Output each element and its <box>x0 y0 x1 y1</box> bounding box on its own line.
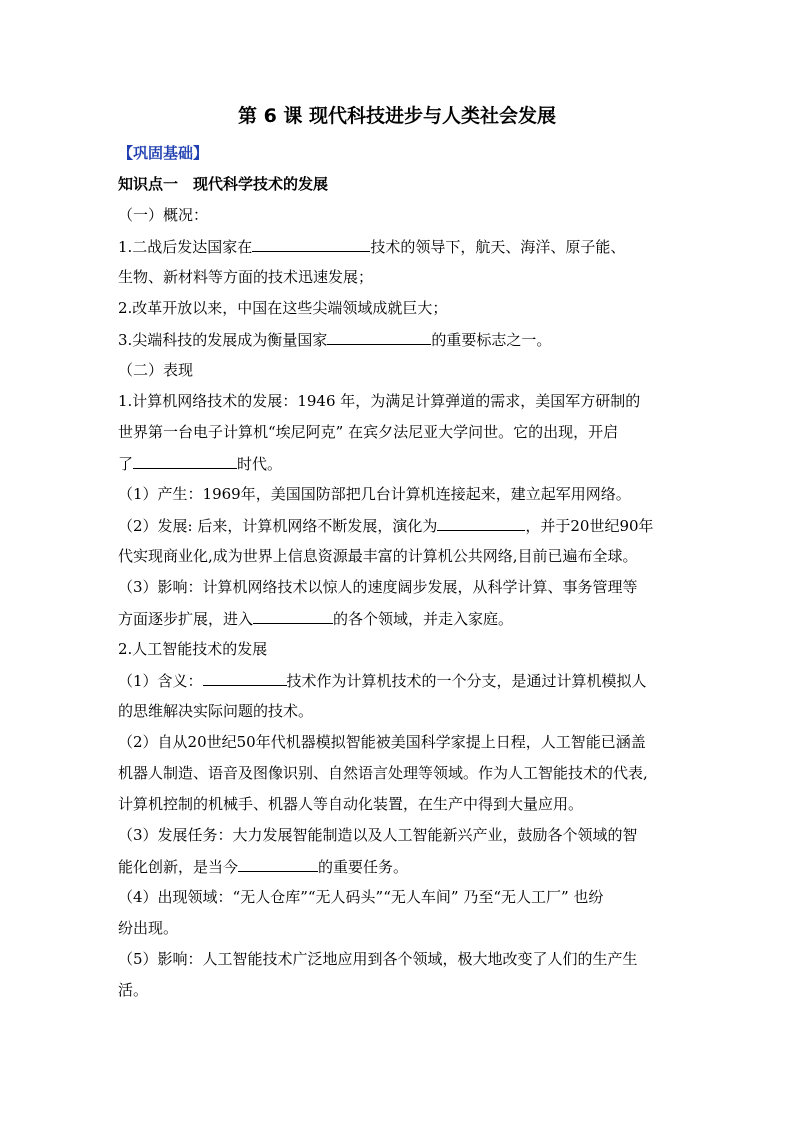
subsection-performance: （二）表现 <box>118 361 194 379</box>
paragraph-11: （3）发展任务：大力发展智能制造以及人工智能新兴产业，鼓励各个领域的智 <box>118 826 638 844</box>
paragraph-3: 3.尖端科技的发展成为衡量国家 的重要标志之一。 <box>118 328 678 359</box>
page-title: 第 6 课 现代科技进步与人类社会发展 <box>237 105 557 127</box>
document-body <box>118 142 678 1010</box>
paragraph-10-cont: 机器人制造、语音及图像识别、自然语言处理等领域。作为人工智能技术的代表, <box>118 764 648 782</box>
fill-blank[interactable] <box>327 328 431 345</box>
paragraph-11-cont: 能化创新，是当今 的重要任务。 <box>118 855 678 886</box>
fill-blank[interactable] <box>133 452 237 469</box>
paragraph-13: （5）影响：人工智能技术广泛地应用到各个领域，极大地改变了人们的生产生 <box>118 950 638 968</box>
paragraph-4: 1.计算机网络技术的发展：1946 年，为满足计算弹道的需求，美国军方研制的 <box>118 392 641 410</box>
paragraph-9-cont: 的思维解决实际问题的技术。 <box>118 702 314 720</box>
fill-blank[interactable] <box>252 235 370 252</box>
paragraph-10: （2）自从20世纪50年代机器模拟智能被美国科学家提上日程，人工智能已涵盖 <box>118 733 646 751</box>
paragraph-6-cont: 代实现商业化,成为世界上信息资源最丰富的计算机公共网络,目前已遍布全球。 <box>118 547 638 565</box>
paragraph-5: （1）产生：1969年，美国国防部把几台计算机连接起来，建立起军用网络。 <box>118 485 631 503</box>
paragraph-10-end: 计算机控制的机械手、机器人等自动化装置，在生产中得到大量应用。 <box>118 795 584 813</box>
paragraph-2: 2.改革开放以来，中国在这些尖端领域成就巨大； <box>118 299 448 317</box>
section-label: 【巩固基础】 <box>118 144 209 162</box>
paragraph-6: （2）发展: 后来，计算机网络不断发展，演化为 ，并于20世纪90年 <box>118 514 678 545</box>
paragraph-1: 1.二战后发达国家在 技术的领导下，航天、海洋、原子能、 <box>118 235 678 266</box>
fill-blank[interactable] <box>238 855 318 872</box>
knowledge-point-heading: 知识点一 现代科学技术的发展 <box>118 175 329 193</box>
fill-blank[interactable] <box>253 607 333 624</box>
paragraph-9: （1）含义： 技术作为计算机技术的一个分支，是通过计算机模拟人 <box>118 669 678 700</box>
subsection-overview: （一）概况： <box>118 206 209 224</box>
paragraph-7-cont: 方面逐步扩展，进入 的各个领域，并走入家庭。 <box>118 607 678 638</box>
paragraph-4-end: 了 时代。 <box>118 452 678 483</box>
paragraph-8: 2.人工智能技术的发展 <box>118 640 268 658</box>
paragraph-13-cont: 活。 <box>118 981 149 999</box>
paragraph-4-cont: 世界第一台电子计算机“埃尼阿克” 在宾夕法尼亚大学问世。它的出现，开启 <box>118 423 619 441</box>
fill-blank[interactable] <box>203 669 287 686</box>
paragraph-12-cont: 纷出现。 <box>118 919 179 937</box>
fill-blank[interactable] <box>437 514 525 531</box>
paragraph-7: （3）影响：计算机网络技术以惊人的速度阔步发展，从科学计算、事务管理等 <box>118 578 638 596</box>
paragraph-12: （4）出现领域：“无人仓库”“无人码头”“无人车间” 乃至“无人工厂” 也纷 <box>118 888 604 906</box>
paragraph-1-cont: 生物、新材料等方面的技术迅速发展； <box>118 268 374 286</box>
